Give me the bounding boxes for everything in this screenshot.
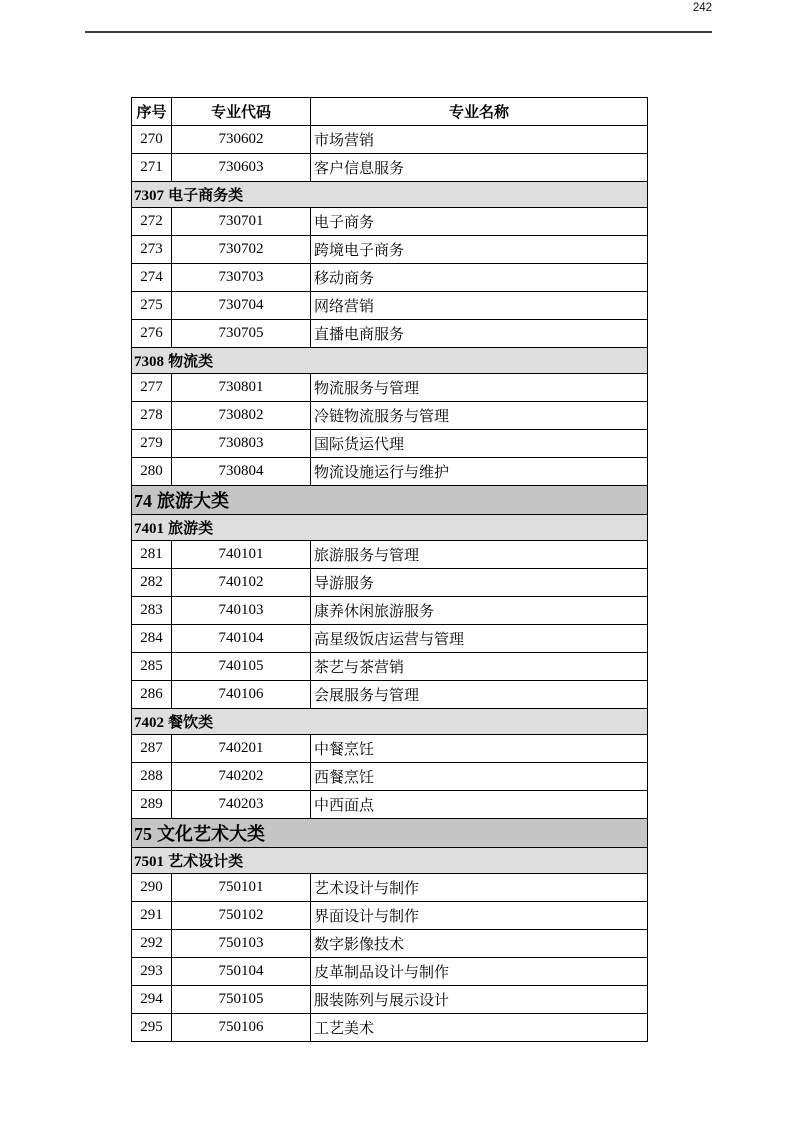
table-row: [132, 1014, 648, 1042]
majors-table: [131, 97, 648, 1042]
cell-major-name: 会展服务与管理: [311, 681, 648, 709]
cell-serial-number: 285: [132, 653, 172, 681]
table-header-row: [132, 98, 648, 126]
cell-major-name: 西餐烹饪: [311, 763, 648, 791]
table-row: [132, 208, 648, 236]
cell-serial-number: 282: [132, 569, 172, 597]
cell-major-code: 740102: [172, 569, 311, 597]
table-row: [132, 264, 648, 292]
cell-major-name: 市场营销: [311, 126, 648, 154]
table-row: [132, 902, 648, 930]
cell-major-name: 跨境电子商务: [311, 236, 648, 264]
header-serial-number: 序号: [132, 98, 172, 126]
table-row: [132, 735, 648, 763]
cell-major-code: 730703: [172, 264, 311, 292]
table-row: [132, 374, 648, 402]
table-row: [132, 597, 648, 625]
section-title: 文化艺术大类: [152, 824, 266, 844]
table-row: [132, 320, 648, 348]
cell-major-code: 730702: [172, 236, 311, 264]
section-title: 物流类: [164, 353, 214, 370]
cell-major-name: 康养休闲旅游服务: [311, 597, 648, 625]
section-label: [132, 848, 648, 874]
section-code: 75: [134, 824, 152, 844]
section-code: 7307: [134, 188, 164, 204]
cell-major-name: 直播电商服务: [311, 320, 648, 348]
table-row: [132, 292, 648, 320]
cell-major-code: 750103: [172, 930, 311, 958]
cell-major-code: 730701: [172, 208, 311, 236]
cell-major-code: 740103: [172, 597, 311, 625]
section-code: 74: [134, 491, 152, 511]
cell-major-name: 高星级饭店运营与管理: [311, 625, 648, 653]
cell-major-name: 工艺美术: [311, 1014, 648, 1042]
header-major-code: 专业代码: [172, 98, 311, 126]
cell-major-code: 750102: [172, 902, 311, 930]
page-number: 242: [692, 2, 712, 14]
table-row: [132, 126, 648, 154]
table-row: [132, 653, 648, 681]
cell-major-code: 730603: [172, 154, 311, 182]
cell-serial-number: 270: [132, 126, 172, 154]
table-row: [132, 569, 648, 597]
cell-major-code: 740203: [172, 791, 311, 819]
section-title: 电子商务类: [164, 187, 244, 204]
table-row: [132, 958, 648, 986]
cell-major-code: 730705: [172, 320, 311, 348]
header-rule: [85, 31, 712, 33]
table-row: [132, 930, 648, 958]
cell-major-code: 730802: [172, 402, 311, 430]
cell-major-name: 中餐烹饪: [311, 735, 648, 763]
cell-major-code: 730801: [172, 374, 311, 402]
section-label: [132, 819, 648, 848]
table-row: [132, 763, 648, 791]
sub-category-row: [132, 848, 648, 874]
table-row: [132, 874, 648, 902]
cell-serial-number: 284: [132, 625, 172, 653]
section-label: [132, 486, 648, 515]
cell-serial-number: 277: [132, 374, 172, 402]
sub-category-row: [132, 709, 648, 735]
cell-serial-number: 280: [132, 458, 172, 486]
sub-category-row: [132, 348, 648, 374]
section-label: [132, 515, 648, 541]
section-label: [132, 709, 648, 735]
table-row: [132, 791, 648, 819]
cell-major-name: 导游服务: [311, 569, 648, 597]
sub-category-row: [132, 182, 648, 208]
cell-serial-number: 271: [132, 154, 172, 182]
table-row: [132, 625, 648, 653]
cell-serial-number: 274: [132, 264, 172, 292]
section-title: 旅游大类: [152, 491, 230, 511]
cell-serial-number: 289: [132, 791, 172, 819]
section-label: [132, 348, 648, 374]
major-category-row: [132, 819, 648, 848]
table-row: [132, 236, 648, 264]
cell-major-name: 服装陈列与展示设计: [311, 986, 648, 1014]
cell-serial-number: 287: [132, 735, 172, 763]
section-title: 餐饮类: [164, 714, 214, 731]
cell-major-name: 网络营销: [311, 292, 648, 320]
cell-serial-number: 291: [132, 902, 172, 930]
cell-major-name: 艺术设计与制作: [311, 874, 648, 902]
cell-serial-number: 279: [132, 430, 172, 458]
table-row: [132, 154, 648, 182]
cell-major-code: 750105: [172, 986, 311, 1014]
cell-serial-number: 294: [132, 986, 172, 1014]
cell-major-code: 740104: [172, 625, 311, 653]
cell-major-code: 740201: [172, 735, 311, 763]
cell-serial-number: 272: [132, 208, 172, 236]
cell-major-name: 客户信息服务: [311, 154, 648, 182]
cell-major-name: 数字影像技术: [311, 930, 648, 958]
table-row: [132, 541, 648, 569]
cell-major-name: 皮革制品设计与制作: [311, 958, 648, 986]
cell-major-code: 730804: [172, 458, 311, 486]
cell-major-code: 740202: [172, 763, 311, 791]
cell-major-name: 界面设计与制作: [311, 902, 648, 930]
cell-serial-number: 276: [132, 320, 172, 348]
cell-major-name: 旅游服务与管理: [311, 541, 648, 569]
cell-serial-number: 293: [132, 958, 172, 986]
cell-major-code: 740101: [172, 541, 311, 569]
cell-serial-number: 295: [132, 1014, 172, 1042]
cell-serial-number: 275: [132, 292, 172, 320]
section-code: 7501: [134, 854, 164, 870]
section-label: [132, 182, 648, 208]
cell-serial-number: 283: [132, 597, 172, 625]
cell-major-name: 茶艺与茶营销: [311, 653, 648, 681]
cell-major-name: 中西面点: [311, 791, 648, 819]
cell-serial-number: 273: [132, 236, 172, 264]
cell-major-name: 移动商务: [311, 264, 648, 292]
cell-major-code: 750104: [172, 958, 311, 986]
major-category-row: [132, 486, 648, 515]
header-major-name: 专业名称: [311, 98, 648, 126]
cell-serial-number: 292: [132, 930, 172, 958]
cell-major-code: 730803: [172, 430, 311, 458]
section-code: 7402: [134, 715, 164, 731]
section-title: 旅游类: [164, 520, 214, 537]
table-row: [132, 430, 648, 458]
section-code: 7308: [134, 354, 164, 370]
cell-major-name: 电子商务: [311, 208, 648, 236]
cell-serial-number: 290: [132, 874, 172, 902]
cell-serial-number: 278: [132, 402, 172, 430]
section-title: 艺术设计类: [164, 853, 244, 870]
cell-serial-number: 281: [132, 541, 172, 569]
cell-major-name: 物流服务与管理: [311, 374, 648, 402]
cell-major-code: 750106: [172, 1014, 311, 1042]
cell-major-code: 740106: [172, 681, 311, 709]
cell-major-name: 物流设施运行与维护: [311, 458, 648, 486]
table-row: [132, 681, 648, 709]
cell-serial-number: 288: [132, 763, 172, 791]
cell-serial-number: 286: [132, 681, 172, 709]
cell-major-name: 国际货运代理: [311, 430, 648, 458]
cell-major-code: 730602: [172, 126, 311, 154]
cell-major-name: 冷链物流服务与管理: [311, 402, 648, 430]
table-row: [132, 402, 648, 430]
cell-major-code: 740105: [172, 653, 311, 681]
sub-category-row: [132, 515, 648, 541]
table-row: [132, 986, 648, 1014]
section-code: 7401: [134, 521, 164, 537]
cell-major-code: 730704: [172, 292, 311, 320]
cell-major-code: 750101: [172, 874, 311, 902]
table-row: [132, 458, 648, 486]
